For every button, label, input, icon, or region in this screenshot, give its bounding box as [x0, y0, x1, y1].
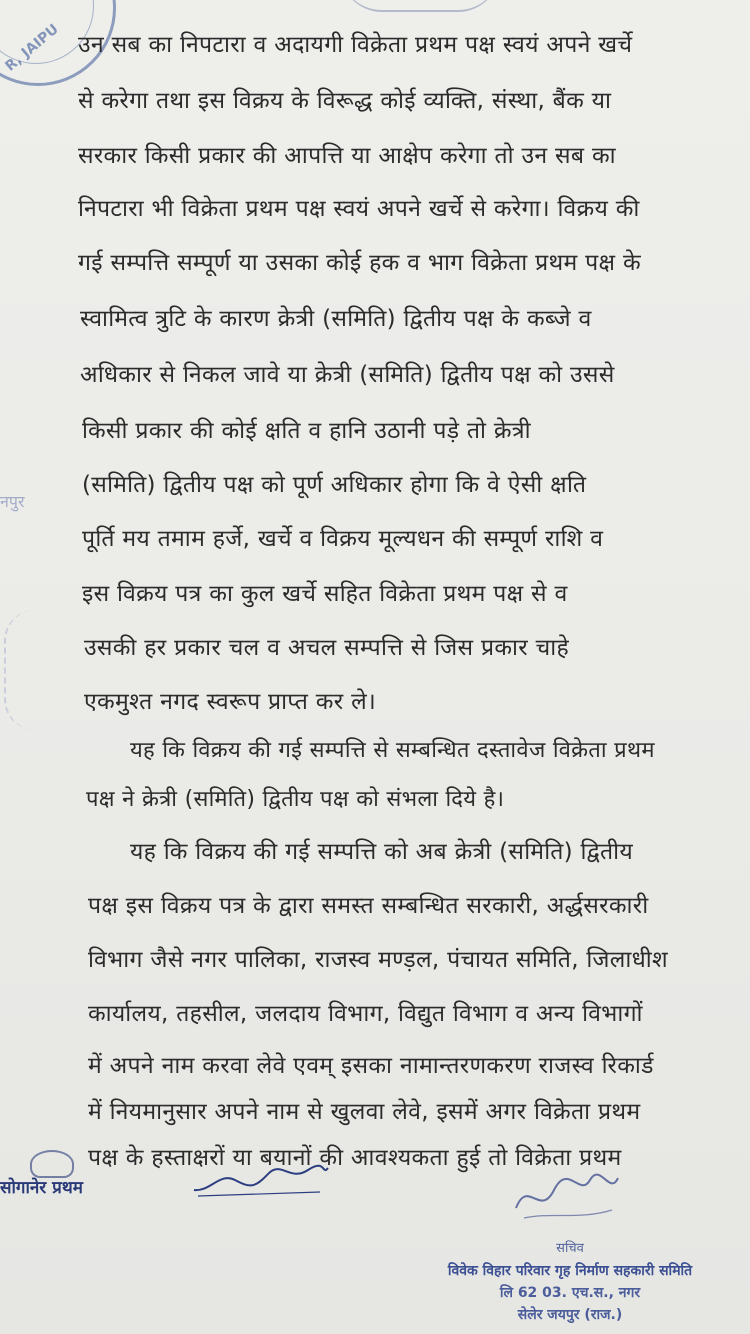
- text-line: सरकार किसी प्रकार की आपत्ति या आक्षेप करेगा तो उन सब का: [78, 143, 616, 169]
- text-line: उन सब का निपटारा व अदायगी विक्रेता प्रथम पक्ष स्वयं अपने खर्चे: [78, 32, 633, 58]
- text-line: से करेगा तथा इस विक्रय के विरूद्ध कोई व्यक्ति, संस्था, बैंक या: [78, 88, 612, 114]
- seal-designation: सचिव: [556, 1241, 584, 1256]
- stamp-text: R, JAIPU: [2, 21, 62, 75]
- text-line: कार्यालय, तहसील, जलदाय विभाग, विद्युत विभाग व अन्य विभागों: [88, 1001, 643, 1027]
- text-line: निपटारा भी विक्रेता प्रथम पक्ष स्वयं अपने खर्चे से करेगा। विक्रय की: [78, 196, 640, 222]
- margin-stamp-trace: [4, 610, 66, 730]
- signature-2: [510, 1168, 620, 1228]
- initials-scribble: [30, 1150, 74, 1178]
- text-line: यह कि विक्रय की गई सम्पत्ति को अब क्रेत्री (समिति) द्वितीय: [130, 839, 633, 865]
- text-line: इस विक्रय पत्र का कुल खर्चे सहित विक्रेता प्रथम पक्ष से व: [82, 581, 568, 607]
- text-line: पक्ष ने क्रेत्री (समिति) द्वितीय पक्ष को संभला दिये है।: [86, 787, 505, 812]
- text-line: गई सम्पत्ति सम्पूर्ण या उसका कोई हक व भाग विक्रेता प्रथम पक्ष के: [78, 250, 641, 276]
- text-line: यह कि विक्रय की गई सम्पत्ति से सम्बन्धित दस्तावेज विक्रेता प्रथम: [130, 738, 655, 763]
- text-line: एकमुश्त नगद स्वरूप प्राप्त कर ले।: [84, 689, 376, 715]
- text-line: किसी प्रकार की कोई क्षति व हानि उठानी पड़े तो क्रेत्री: [82, 418, 531, 444]
- text-line: पूर्ति मय तमाम हर्जे, खर्चे व विक्रय मूल्यधन की सम्पूर्ण राशि व: [82, 526, 604, 552]
- text-line: पक्ष इस विक्रय पत्र के द्वारा समस्त सम्बन्धित सरकारी, अर्द्धसरकारी: [88, 893, 649, 919]
- margin-mark: नपुर: [0, 492, 25, 511]
- seal-location: सेलेर जयपुर (राज.): [517, 1307, 623, 1323]
- text-line: (समिति) द्वितीय पक्ष को पूर्ण अधिकार होगा कि वे ऐसी क्षति: [82, 472, 587, 498]
- text-line: पक्ष के हस्ताक्षरों या बयानों की आवश्यकता हुई तो विक्रेता प्रथम: [88, 1145, 622, 1171]
- text-line: उसकी हर प्रकार चल व अचल सम्पत्ति से जिस प्रकार चाहे: [84, 635, 569, 661]
- text-line: विभाग जैसे नगर पालिका, राजस्व मण्ड़ल, पंचायत समिति, जिलाधीश: [88, 947, 668, 973]
- society-seal: [400, 1238, 740, 1326]
- footer-label: सोगानेर प्रथम: [0, 1178, 83, 1198]
- signature-1: [190, 1162, 330, 1202]
- text-line: अधिकार से निकल जावे या क्रेत्री (समिति) द्वितीय पक्ष को उससे: [80, 362, 615, 388]
- text-line: में अपने नाम करवा लेवे एवम् इसका नामान्तरणकरण राजस्व रिकार्ड: [88, 1053, 654, 1079]
- text-line: में नियमानुसार अपने नाम से खुलवा लेवे, इसमें अगर विक्रेता प्रथम: [88, 1099, 641, 1125]
- seal-reg-line: लि 62 03. एच.स., नगर: [499, 1285, 641, 1301]
- text-line: स्वामित्व त्रुटि के कारण क्रेत्री (समिति) द्वितीय पक्ष के कब्जे व: [80, 306, 592, 332]
- seal-society-name: विवेक विहार परिवार गृह निर्माण सहकारी समिति: [447, 1263, 693, 1279]
- seal-arc: [340, 0, 500, 12]
